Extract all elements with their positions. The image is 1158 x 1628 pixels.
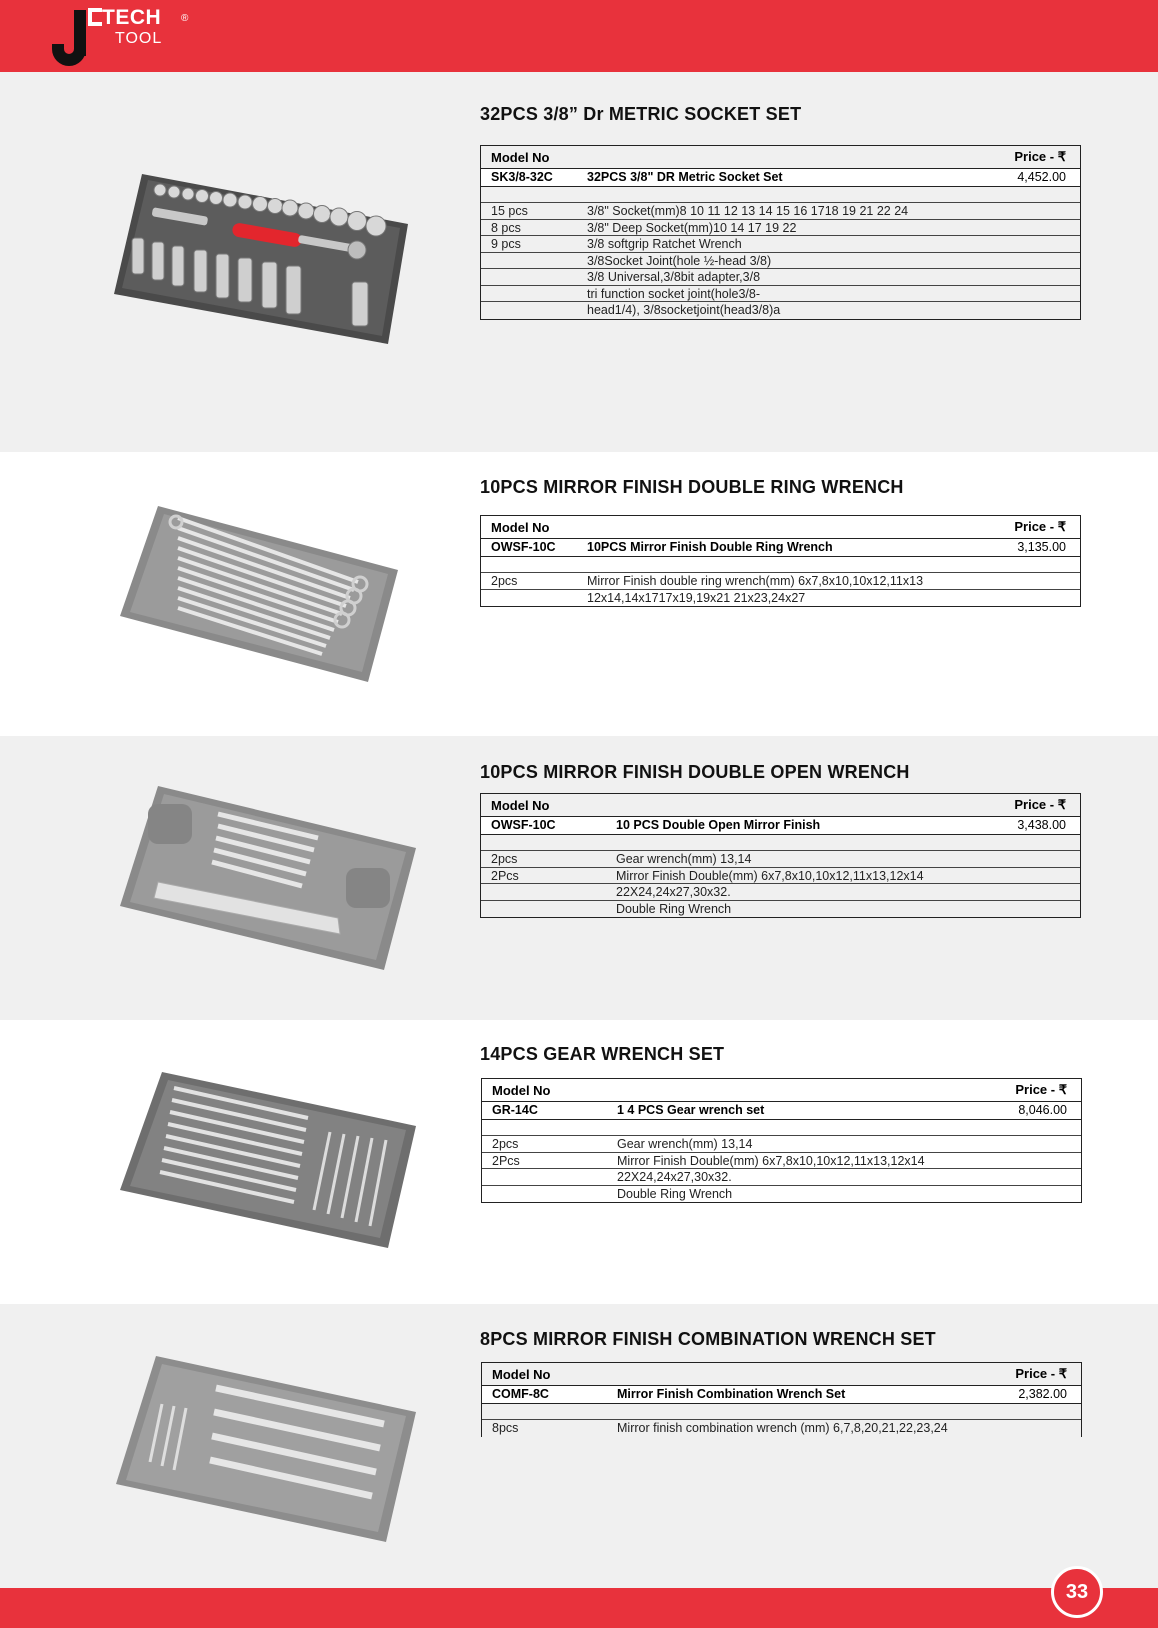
product-spec-table: [480, 145, 1081, 320]
table-row: [482, 1120, 1081, 1136]
row-qty: 15 pcs: [491, 204, 528, 218]
gear-wrench-tray-image: [118, 1070, 418, 1250]
product-section-gear-wrench-set: [0, 1020, 1158, 1304]
model-code: OWSF-10C: [491, 818, 556, 832]
product-title: 14PCS GEAR WRENCH SET: [480, 1044, 725, 1064]
table-row: [481, 236, 1080, 253]
model-row: [481, 539, 1080, 557]
row-desc: Double Ring Wrench: [616, 901, 732, 916]
table-row: [482, 1420, 1081, 1437]
table-row: [481, 203, 1080, 220]
row-desc: head1/4), 3/8socketjoint(head3/8)a: [587, 303, 781, 317]
row-desc: Gear wrench(mm) 13,14: [617, 1137, 753, 1151]
table-header: [482, 1363, 1081, 1386]
table-row: [482, 1404, 1081, 1420]
model-price: 8,046.00: [1018, 1103, 1067, 1117]
brand-logo: [52, 6, 202, 64]
table-row: [482, 1186, 1081, 1203]
product-section-combination-wrench-set: [0, 1304, 1158, 1588]
product-spec-table: [480, 515, 1081, 607]
page-number-badge: 33: [1051, 1566, 1103, 1618]
product-title: 10PCS MIRROR FINISH DOUBLE OPEN WRENCH: [480, 762, 910, 782]
model-code: OWSF-10C: [491, 540, 556, 554]
model-code: SK3/8-32C: [491, 170, 553, 184]
model-no-header: Model No: [491, 798, 550, 813]
model-name: 10 PCS Double Open Mirror Finish: [616, 818, 821, 832]
table-row: [482, 1169, 1081, 1186]
model-row: [481, 169, 1080, 187]
model-code: COMF-8C: [492, 1387, 549, 1401]
row-desc: Double Ring Wrench: [617, 1186, 733, 1201]
row-qty: 2Pcs: [492, 1153, 520, 1168]
table-row: [481, 851, 1080, 868]
model-name: 1 4 PCS Gear wrench set: [617, 1103, 765, 1117]
row-desc: Gear wrench(mm) 13,14: [616, 852, 752, 866]
socket-set-tray-image: [112, 168, 412, 348]
product-section-double-ring-wrench: [0, 452, 1158, 736]
model-row: [482, 1386, 1081, 1404]
table-row: [481, 884, 1080, 901]
table-row: [481, 573, 1080, 590]
table-row: [481, 557, 1080, 573]
row-qty: 8pcs: [492, 1421, 519, 1435]
row-desc: Mirror Finish Double(mm) 6x7,8x10,10x12,11x13,12x14: [617, 1153, 925, 1168]
table-row: [481, 302, 1080, 319]
row-desc: Mirror Finish double ring wrench(mm) 6x7,8x10,10x12,11x13: [587, 574, 924, 588]
product-section-double-open-wrench: [0, 736, 1158, 1020]
row-desc: Mirror Finish Double(mm) 6x7,8x10,10x12,11x13,12x14: [616, 868, 924, 883]
row-desc: 3/8" Deep Socket(mm)10 14 17 19 22: [587, 220, 797, 235]
table-header: [482, 1079, 1081, 1102]
header-bar: [0, 0, 1158, 72]
row-desc: Mirror finish combination wrench (mm) 6,7,8,20,21,22,23,24: [617, 1421, 948, 1435]
row-desc: 3/8 Universal,3/8bit adapter,3/8: [587, 270, 761, 284]
model-name: Mirror Finish Combination Wrench Set: [617, 1387, 846, 1401]
model-no-header: Model No: [492, 1083, 551, 1098]
row-qty: 2Pcs: [491, 868, 519, 883]
product-spec-table: [481, 1078, 1082, 1203]
product-title: 10PCS MIRROR FINISH DOUBLE RING WRENCH: [480, 477, 904, 497]
model-no-header: Model No: [491, 150, 550, 165]
row-desc: 3/8Socket Joint(hole ½-head 3/8): [587, 253, 772, 268]
model-name: 10PCS Mirror Finish Double Ring Wrench: [587, 540, 833, 554]
table-row: [482, 1136, 1081, 1153]
row-qty: 9 pcs: [491, 237, 521, 251]
product-section-socket-set: [0, 72, 1158, 452]
row-desc: tri function socket joint(hole3/8-: [587, 286, 761, 301]
row-desc: 3/8 softgrip Ratchet Wrench: [587, 237, 742, 251]
product-title: 8PCS MIRROR FINISH COMBINATION WRENCH SET: [480, 1329, 936, 1349]
row-desc: 3/8" Socket(mm)8 10 11 12 13 14 15 16 1718 19 21 22 24: [587, 204, 909, 218]
row-desc: 22X24,24x27,30x32.: [616, 885, 731, 899]
row-qty: 2pcs: [492, 1137, 519, 1151]
brand-sub: TOOL: [115, 30, 163, 47]
model-price: 2,382.00: [1018, 1387, 1067, 1401]
table-row: [481, 590, 1080, 607]
table-row: [481, 253, 1080, 270]
table-header: [481, 794, 1080, 817]
table-row: [481, 187, 1080, 203]
model-price: 3,438.00: [1017, 818, 1066, 832]
table-row: [481, 835, 1080, 851]
row-desc: 12x14,14x1717x19,19x21 21x23,24x27: [587, 590, 806, 605]
row-qty: 8 pcs: [491, 220, 521, 235]
table-header: [481, 516, 1080, 539]
registered-mark: ®: [181, 13, 189, 24]
footer-bar: [0, 1588, 1158, 1628]
row-qty: 2pcs: [491, 574, 518, 588]
model-row: [482, 1102, 1081, 1120]
model-no-header: Model No: [491, 520, 550, 535]
table-row: [481, 901, 1080, 918]
table-row: [481, 868, 1080, 885]
table-row: [482, 1153, 1081, 1170]
logo-j-mark: [52, 10, 92, 66]
product-spec-table: [481, 1362, 1082, 1437]
table-row: [481, 269, 1080, 286]
price-header: Price - ₹: [1014, 519, 1066, 534]
model-row: [481, 817, 1080, 835]
model-price: 4,452.00: [1017, 170, 1066, 184]
brand-name: TECH: [102, 6, 162, 29]
product-spec-table: [480, 793, 1081, 918]
table-header: [481, 146, 1080, 169]
product-title: 32PCS 3/8” Dr METRIC SOCKET SET: [480, 104, 802, 124]
table-row: [481, 286, 1080, 303]
model-no-header: Model No: [492, 1367, 551, 1382]
double-ring-wrench-tray-image: [118, 504, 400, 684]
combination-wrench-tray-image: [114, 1354, 418, 1544]
model-name: 32PCS 3/8" DR Metric Socket Set: [587, 170, 783, 184]
price-header: Price - ₹: [1014, 797, 1066, 812]
model-code: GR-14C: [492, 1103, 538, 1117]
row-desc: 22X24,24x27,30x32.: [617, 1170, 732, 1184]
table-row: [481, 220, 1080, 237]
price-header: Price - ₹: [1015, 1082, 1067, 1097]
model-price: 3,135.00: [1017, 540, 1066, 554]
double-open-wrench-tray-image: [118, 784, 418, 972]
price-header: Price - ₹: [1015, 1366, 1067, 1381]
row-qty: 2pcs: [491, 852, 518, 866]
price-header: Price - ₹: [1014, 149, 1066, 164]
